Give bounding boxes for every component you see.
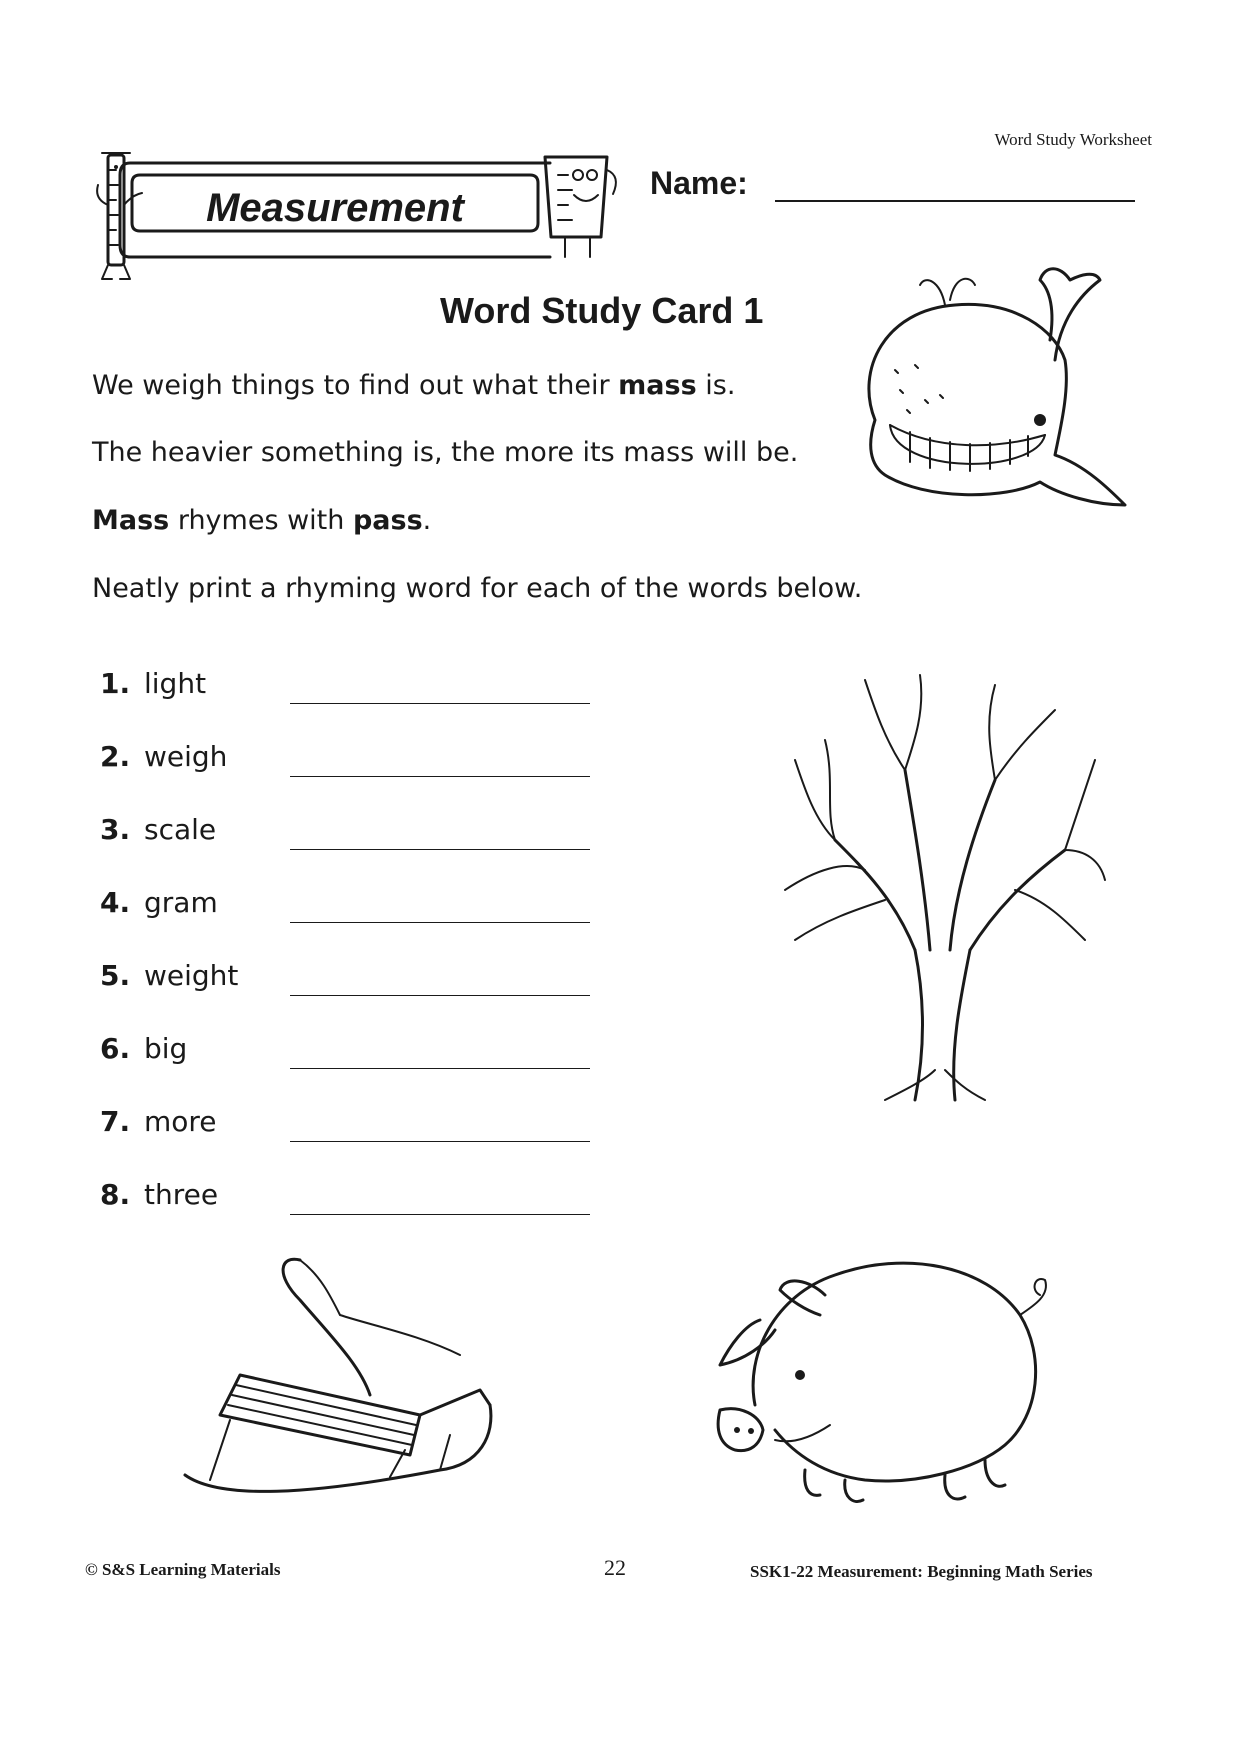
instruction-paragraph-4: Neatly print a rhyming word for each of the words below.	[92, 573, 863, 604]
item-number: 3.	[100, 813, 131, 846]
sled-illustration	[190, 1255, 520, 1515]
name-input-line[interactable]	[775, 200, 1135, 202]
instruction-paragraph-1: We weigh things to find out what their mass is.	[92, 370, 736, 401]
item-word: weight	[144, 959, 239, 992]
item-number: 1.	[100, 667, 131, 700]
item-number: 5.	[100, 959, 131, 992]
whale-illustration	[845, 250, 1135, 530]
item-number: 6.	[100, 1032, 131, 1065]
name-label: Name:	[650, 165, 748, 201]
list-item	[100, 740, 227, 780]
item-word: three	[144, 1178, 219, 1211]
item-number: 7.	[100, 1105, 131, 1138]
answer-line[interactable]	[290, 776, 590, 777]
item-word: more	[144, 1105, 217, 1138]
list-item	[100, 1178, 218, 1218]
list-item	[100, 959, 238, 999]
instruction-paragraph-2: The heavier something is, the more its mass will be.	[92, 437, 799, 468]
page-number: 22	[604, 1555, 626, 1580]
answer-line[interactable]	[290, 849, 590, 850]
answer-line[interactable]	[290, 995, 590, 996]
item-word: scale	[144, 813, 217, 846]
tree-illustration	[765, 670, 1105, 1110]
item-word: big	[144, 1032, 188, 1065]
answer-line[interactable]	[290, 1141, 590, 1142]
list-item	[100, 1105, 217, 1145]
item-word: light	[144, 667, 207, 700]
item-number: 4.	[100, 886, 131, 919]
answer-line[interactable]	[290, 703, 590, 704]
list-item	[100, 667, 206, 707]
item-number: 8.	[100, 1178, 131, 1211]
item-word: gram	[144, 886, 218, 919]
list-item	[100, 886, 218, 926]
worksheet-label: Word Study Worksheet	[994, 130, 1152, 149]
pig-illustration	[715, 1235, 1065, 1515]
answer-line[interactable]	[290, 1068, 590, 1069]
banner-title: Measurement	[206, 186, 464, 230]
card-title: Word Study Card 1	[440, 290, 764, 331]
list-item	[100, 1032, 187, 1072]
item-number: 2.	[100, 740, 131, 773]
list-item	[100, 813, 216, 853]
instruction-paragraph-3: Mass rhymes with pass.	[92, 505, 432, 536]
copyright-text: © S&S Learning Materials	[85, 1560, 281, 1579]
item-word: weigh	[144, 740, 228, 773]
answer-line[interactable]	[290, 922, 590, 923]
answer-line[interactable]	[290, 1214, 590, 1215]
measurement-banner	[90, 145, 600, 285]
series-text: SSK1-22 Measurement: Beginning Math Series	[750, 1562, 1093, 1581]
